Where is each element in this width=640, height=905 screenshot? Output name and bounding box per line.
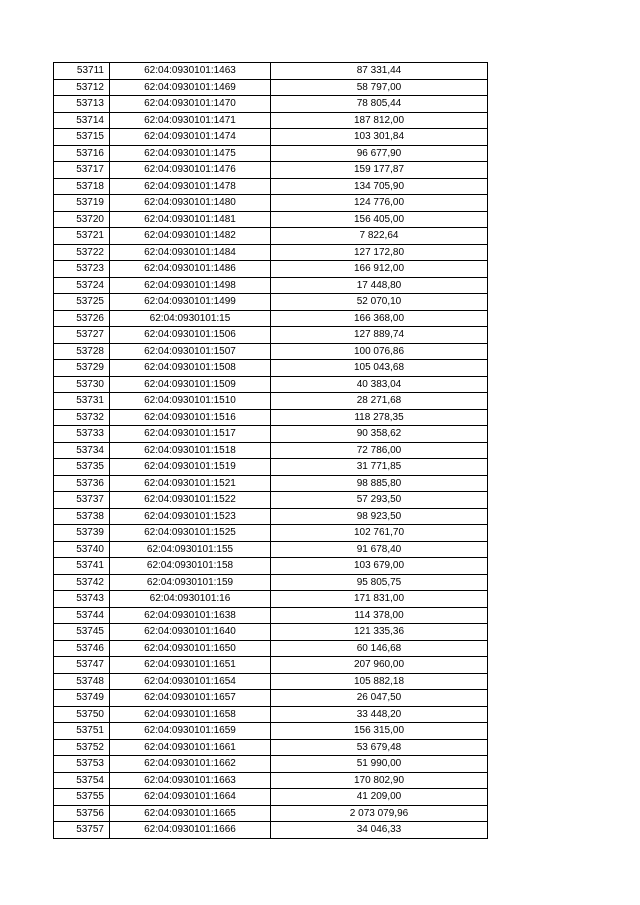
row-number-cell: 53732 [54,409,110,426]
row-number-cell: 53754 [54,772,110,789]
cadastral-number-cell: 62:04:0930101:1507 [110,343,271,360]
table-row [54,541,488,558]
table-row [54,228,488,245]
cadastral-number-cell: 62:04:0930101:1486 [110,261,271,278]
cadastral-value-cell: 100 076,86 [271,343,488,360]
document-page [53,62,487,839]
cadastral-value-cell: 156 405,00 [271,211,488,228]
table-row [54,343,488,360]
table-row [54,706,488,723]
table-row [54,607,488,624]
row-number-cell: 53742 [54,574,110,591]
cadastral-number-cell: 62:04:0930101:1523 [110,508,271,525]
cadastral-value-cell: 166 368,00 [271,310,488,327]
cadastral-number-cell: 62:04:0930101:1508 [110,360,271,377]
table-row [54,294,488,311]
row-number-cell: 53721 [54,228,110,245]
cadastral-value-cell: 105 043,68 [271,360,488,377]
table-row [54,327,488,344]
cadastral-value-cell: 98 923,50 [271,508,488,525]
cadastral-value-cell: 96 677,90 [271,145,488,162]
table-row [54,393,488,410]
table-row [54,261,488,278]
table-row [54,591,488,608]
row-number-cell: 53734 [54,442,110,459]
row-number-cell: 53723 [54,261,110,278]
table-row [54,426,488,443]
row-number-cell: 53757 [54,822,110,839]
row-number-cell: 53719 [54,195,110,212]
table-row [54,277,488,294]
cadastral-value-cell: 51 990,00 [271,756,488,773]
cadastral-value-cell: 90 358,62 [271,426,488,443]
table-row [54,376,488,393]
row-number-cell: 53726 [54,310,110,327]
cadastral-number-cell: 62:04:0930101:16 [110,591,271,608]
cadastral-number-cell: 62:04:0930101:1478 [110,178,271,195]
table-row [54,442,488,459]
cadastral-number-cell: 62:04:0930101:1654 [110,673,271,690]
cadastral-value-cell: 78 805,44 [271,96,488,113]
cadastral-value-cell: 33 448,20 [271,706,488,723]
cadastral-value-cell: 28 271,68 [271,393,488,410]
row-number-cell: 53718 [54,178,110,195]
cadastral-number-cell: 62:04:0930101:1662 [110,756,271,773]
row-number-cell: 53755 [54,789,110,806]
cadastral-number-cell: 62:04:0930101:1665 [110,805,271,822]
row-number-cell: 53743 [54,591,110,608]
row-number-cell: 53716 [54,145,110,162]
row-number-cell: 53752 [54,739,110,756]
table-row [54,558,488,575]
cadastral-value-cell: 114 378,00 [271,607,488,624]
cadastral-value-cell: 58 797,00 [271,79,488,96]
cadastral-number-cell: 62:04:0930101:159 [110,574,271,591]
table-row [54,805,488,822]
cadastral-value-cell: 34 046,33 [271,822,488,839]
cadastral-value-cell: 187 812,00 [271,112,488,129]
cadastral-number-cell: 62:04:0930101:1482 [110,228,271,245]
cadastral-value-cell: 31 771,85 [271,459,488,476]
cadastral-value-cell: 57 293,50 [271,492,488,509]
cadastral-number-cell: 62:04:0930101:1638 [110,607,271,624]
cadastral-number-cell: 62:04:0930101:15 [110,310,271,327]
table-row [54,789,488,806]
table-row [54,178,488,195]
cadastral-value-cell: 105 882,18 [271,673,488,690]
table-row [54,162,488,179]
cadastral-value-cell: 124 776,00 [271,195,488,212]
cadastral-number-cell: 62:04:0930101:1522 [110,492,271,509]
table-row [54,822,488,839]
cadastral-number-cell: 62:04:0930101:1651 [110,657,271,674]
table-body [54,63,488,839]
row-number-cell: 53751 [54,723,110,740]
cadastral-number-cell: 62:04:0930101:1471 [110,112,271,129]
cadastral-value-cell: 91 678,40 [271,541,488,558]
row-number-cell: 53730 [54,376,110,393]
cadastral-value-cell: 134 705,90 [271,178,488,195]
row-number-cell: 53715 [54,129,110,146]
row-number-cell: 53722 [54,244,110,261]
row-number-cell: 53733 [54,426,110,443]
table-row [54,112,488,129]
cadastral-number-cell: 62:04:0930101:1657 [110,690,271,707]
cadastral-number-cell: 62:04:0930101:1519 [110,459,271,476]
cadastral-value-cell: 26 047,50 [271,690,488,707]
row-number-cell: 53720 [54,211,110,228]
table-row [54,475,488,492]
row-number-cell: 53727 [54,327,110,344]
row-number-cell: 53711 [54,63,110,80]
row-number-cell: 53725 [54,294,110,311]
cadastral-number-cell: 62:04:0930101:1659 [110,723,271,740]
cadastral-number-cell: 62:04:0930101:1474 [110,129,271,146]
cadastral-value-cell: 103 679,00 [271,558,488,575]
table-row [54,360,488,377]
cadastral-number-cell: 62:04:0930101:1525 [110,525,271,542]
table-row [54,756,488,773]
table-row [54,79,488,96]
row-number-cell: 53740 [54,541,110,558]
cadastral-number-cell: 62:04:0930101:1475 [110,145,271,162]
cadastral-number-cell: 62:04:0930101:1640 [110,624,271,641]
row-number-cell: 53735 [54,459,110,476]
cadastral-number-cell: 62:04:0930101:1463 [110,63,271,80]
row-number-cell: 53712 [54,79,110,96]
table-row [54,244,488,261]
row-number-cell: 53756 [54,805,110,822]
table-row [54,739,488,756]
table-row [54,459,488,476]
cadastral-number-cell: 62:04:0930101:1661 [110,739,271,756]
row-number-cell: 53729 [54,360,110,377]
cadastral-value-cell: 7 822,64 [271,228,488,245]
row-number-cell: 53753 [54,756,110,773]
row-number-cell: 53714 [54,112,110,129]
cadastral-value-cell: 170 802,90 [271,772,488,789]
cadastral-number-cell: 62:04:0930101:1476 [110,162,271,179]
row-number-cell: 53717 [54,162,110,179]
table-row [54,624,488,641]
cadastral-value-cell: 60 146,68 [271,640,488,657]
cadastral-number-cell: 62:04:0930101:155 [110,541,271,558]
row-number-cell: 53736 [54,475,110,492]
row-number-cell: 53739 [54,525,110,542]
table-row [54,640,488,657]
table-row [54,508,488,525]
cadastral-value-cell: 2 073 079,96 [271,805,488,822]
cadastral-number-cell: 62:04:0930101:1469 [110,79,271,96]
cadastral-number-cell: 62:04:0930101:1664 [110,789,271,806]
row-number-cell: 53745 [54,624,110,641]
cadastral-number-cell: 62:04:0930101:1650 [110,640,271,657]
cadastral-value-cell: 127 172,80 [271,244,488,261]
cadastral-value-cell: 156 315,00 [271,723,488,740]
table-row [54,129,488,146]
table-row [54,63,488,80]
cadastral-number-cell: 62:04:0930101:1516 [110,409,271,426]
cadastral-value-cell: 171 831,00 [271,591,488,608]
table-row [54,409,488,426]
cadastral-number-cell: 62:04:0930101:1470 [110,96,271,113]
row-number-cell: 53738 [54,508,110,525]
row-number-cell: 53746 [54,640,110,657]
table-row [54,657,488,674]
cadastral-number-cell: 62:04:0930101:1498 [110,277,271,294]
cadastral-value-cell: 103 301,84 [271,129,488,146]
cadastral-value-cell: 98 885,80 [271,475,488,492]
cadastral-number-cell: 62:04:0930101:1666 [110,822,271,839]
cadastral-number-cell: 62:04:0930101:1521 [110,475,271,492]
table-row [54,145,488,162]
cadastral-value-cell: 95 805,75 [271,574,488,591]
cadastral-number-cell: 62:04:0930101:1517 [110,426,271,443]
cadastral-number-cell: 62:04:0930101:1484 [110,244,271,261]
table-row [54,673,488,690]
row-number-cell: 53741 [54,558,110,575]
row-number-cell: 53731 [54,393,110,410]
cadastral-value-cell: 41 209,00 [271,789,488,806]
cadastral-number-cell: 62:04:0930101:1509 [110,376,271,393]
table-row [54,525,488,542]
cadastral-number-cell: 62:04:0930101:1506 [110,327,271,344]
cadastral-number-cell: 62:04:0930101:1658 [110,706,271,723]
cadastral-value-cell: 127 889,74 [271,327,488,344]
row-number-cell: 53747 [54,657,110,674]
table-row [54,492,488,509]
cadastral-number-cell: 62:04:0930101:1499 [110,294,271,311]
row-number-cell: 53744 [54,607,110,624]
cadastral-value-table [53,62,488,839]
row-number-cell: 53713 [54,96,110,113]
row-number-cell: 53737 [54,492,110,509]
table-row [54,310,488,327]
table-row [54,690,488,707]
cadastral-value-cell: 166 912,00 [271,261,488,278]
row-number-cell: 53749 [54,690,110,707]
cadastral-number-cell: 62:04:0930101:1518 [110,442,271,459]
cadastral-value-cell: 52 070,10 [271,294,488,311]
cadastral-number-cell: 62:04:0930101:1663 [110,772,271,789]
table-row [54,723,488,740]
table-row [54,574,488,591]
cadastral-value-cell: 102 761,70 [271,525,488,542]
cadastral-value-cell: 87 331,44 [271,63,488,80]
table-row [54,211,488,228]
cadastral-value-cell: 40 383,04 [271,376,488,393]
table-row [54,96,488,113]
row-number-cell: 53750 [54,706,110,723]
cadastral-value-cell: 207 960,00 [271,657,488,674]
cadastral-number-cell: 62:04:0930101:1510 [110,393,271,410]
cadastral-value-cell: 159 177,87 [271,162,488,179]
cadastral-value-cell: 121 335,36 [271,624,488,641]
cadastral-value-cell: 72 786,00 [271,442,488,459]
table-row [54,772,488,789]
row-number-cell: 53724 [54,277,110,294]
cadastral-number-cell: 62:04:0930101:1480 [110,195,271,212]
row-number-cell: 53728 [54,343,110,360]
cadastral-number-cell: 62:04:0930101:1481 [110,211,271,228]
row-number-cell: 53748 [54,673,110,690]
table-row [54,195,488,212]
cadastral-value-cell: 53 679,48 [271,739,488,756]
cadastral-value-cell: 118 278,35 [271,409,488,426]
cadastral-value-cell: 17 448,80 [271,277,488,294]
cadastral-number-cell: 62:04:0930101:158 [110,558,271,575]
